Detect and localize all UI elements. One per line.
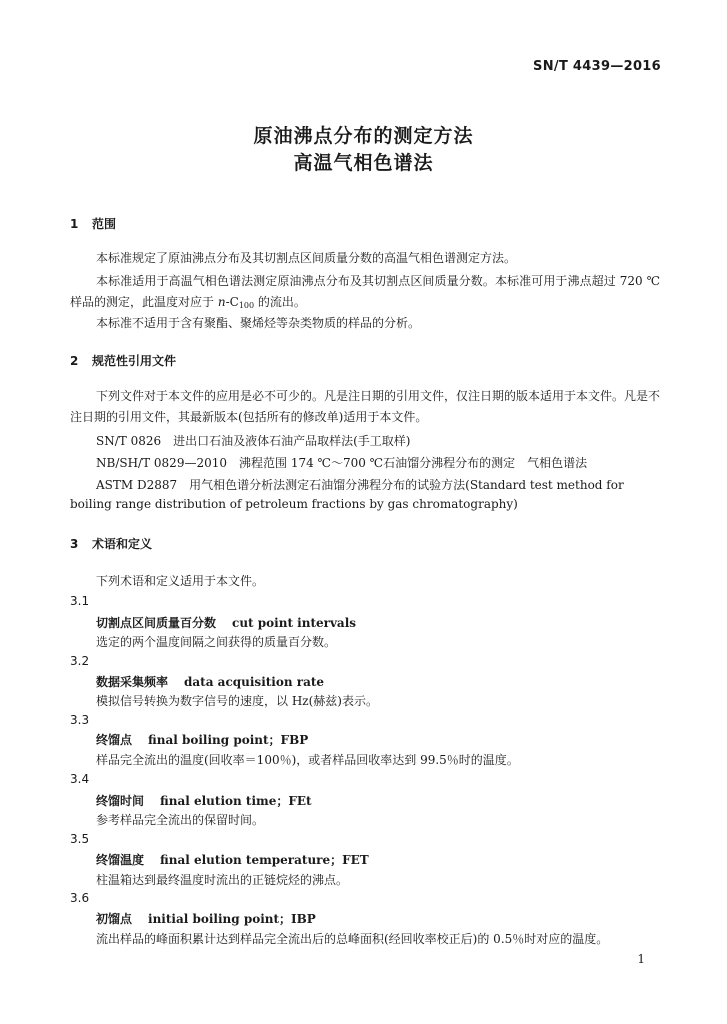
term-heading bbox=[96, 851, 369, 868]
term-definition: 模拟信号转换为数字信号的速度，以 Hz(赫兹)表示。 bbox=[96, 694, 378, 708]
term-definition: 柱温箱达到最终温度时流出的正链烷烃的沸点。 bbox=[96, 873, 349, 887]
scope-paragraph-3: 本标准不适用于含有聚酯、聚烯烃等杂类物质的样品的分析。 bbox=[96, 316, 421, 330]
term-heading bbox=[96, 731, 308, 748]
scope-p2-text: 本标准适用于高温气相色谱法测定原油沸点分布及其切割点区间质量分数。本标准可用于沸点超过 720 ℃样品的测定，此温度对应于 bbox=[70, 274, 660, 309]
term-heading bbox=[96, 910, 316, 927]
page-number: 1 bbox=[637, 952, 645, 966]
term-english: final elution time；FEt bbox=[160, 794, 312, 808]
scope-paragraph-2 bbox=[70, 271, 660, 316]
section-title: 范围 bbox=[92, 217, 117, 231]
term-english: cut point intervals bbox=[232, 616, 357, 630]
scope-p2-sub: 100 bbox=[238, 301, 255, 310]
term-english: data acquisition rate bbox=[184, 675, 325, 689]
term-chinese: 初馏点 bbox=[96, 912, 133, 926]
term-definition: 参考样品完全流出的保留时间。 bbox=[96, 813, 265, 827]
reference-code: NB/SH/T 0829—2010 bbox=[96, 456, 227, 470]
term-english: final elution temperature；FET bbox=[160, 853, 369, 867]
term-heading bbox=[96, 673, 324, 690]
term-number: 3.2 bbox=[70, 654, 90, 668]
term-chinese: 终馏温度 bbox=[96, 853, 145, 867]
term-definition: 流出样品的峰面积累计达到样品完全流出后的总峰面积(经回收率校正后)的 0.5％时对应的温度。 bbox=[96, 932, 609, 946]
section-heading-normative bbox=[70, 352, 176, 369]
section-title: 规范性引用文件 bbox=[92, 354, 177, 368]
term-english: initial boiling point；IBP bbox=[148, 912, 316, 926]
reference-code: SN/T 0826 bbox=[96, 434, 162, 448]
section-number: 3 bbox=[70, 537, 79, 551]
scope-paragraph-1: 本标准规定了原油沸点分布及其切割点区间质量分数的高温气相色谱测定方法。 bbox=[96, 251, 517, 265]
term-number: 3.5 bbox=[70, 832, 90, 846]
section-title: 术语和定义 bbox=[92, 537, 153, 551]
reference-2 bbox=[96, 454, 587, 471]
term-chinese: 切割点区间质量百分数 bbox=[96, 616, 217, 630]
standard-id: SN/T 4439—2016 bbox=[533, 59, 661, 74]
term-english: final boiling point；FBP bbox=[148, 733, 309, 747]
normative-intro: 下列文件对于本文件的应用是必不可少的。凡是注日期的引用文件，仅注日期的版本适用于本文件。凡是不注日期的引用文件，其最新版本(包括所有的修改单)适用于本文件。 bbox=[70, 389, 661, 424]
section-heading-scope bbox=[70, 215, 116, 232]
term-heading bbox=[96, 614, 356, 631]
term-definition: 样品完全流出的温度(回收率＝100％)，或者样品回收率达到 99.5％时的温度。 bbox=[96, 753, 519, 767]
term-chinese: 终馏点 bbox=[96, 733, 133, 747]
scope-p2-end: 的流出。 bbox=[254, 295, 306, 309]
section-heading-terms bbox=[70, 535, 152, 552]
title-line-1: 原油沸点分布的测定方法 bbox=[253, 125, 474, 147]
terms-intro: 下列术语和定义适用于本文件。 bbox=[96, 574, 265, 588]
reference-title: 沸程范围 174 ℃～700 ℃石油馏分沸程分布的测定 气相色谱法 bbox=[239, 456, 588, 470]
section-number: 2 bbox=[70, 354, 79, 368]
term-number: 3.6 bbox=[70, 891, 90, 905]
reference-3 bbox=[96, 476, 624, 493]
reference-title: 进出口石油及液体石油产品取样法(手工取样) bbox=[173, 434, 411, 448]
term-number: 3.4 bbox=[70, 772, 90, 786]
reference-code: ASTM D2887 bbox=[96, 478, 178, 492]
scope-p2-n: n bbox=[217, 295, 226, 309]
section-number: 1 bbox=[70, 217, 79, 231]
term-number: 3.3 bbox=[70, 713, 90, 727]
scope-p2-c: -C bbox=[225, 295, 239, 309]
term-number: 3.1 bbox=[70, 594, 90, 608]
reference-3-continuation: boiling range distribution of petroleum fractions by gas chromatography) bbox=[70, 497, 518, 511]
document-title bbox=[0, 123, 727, 177]
term-heading bbox=[96, 792, 312, 809]
term-chinese: 数据采集频率 bbox=[96, 675, 169, 689]
reference-1 bbox=[96, 432, 411, 449]
term-chinese: 终馏时间 bbox=[96, 794, 145, 808]
term-definition: 选定的两个温度间隔之间获得的质量百分数。 bbox=[96, 635, 337, 649]
title-line-2: 高温气相色谱法 bbox=[293, 152, 434, 174]
reference-title: 用气相色谱分析法测定石油馏分沸程分布的试验方法(Standard test method for bbox=[189, 478, 624, 492]
